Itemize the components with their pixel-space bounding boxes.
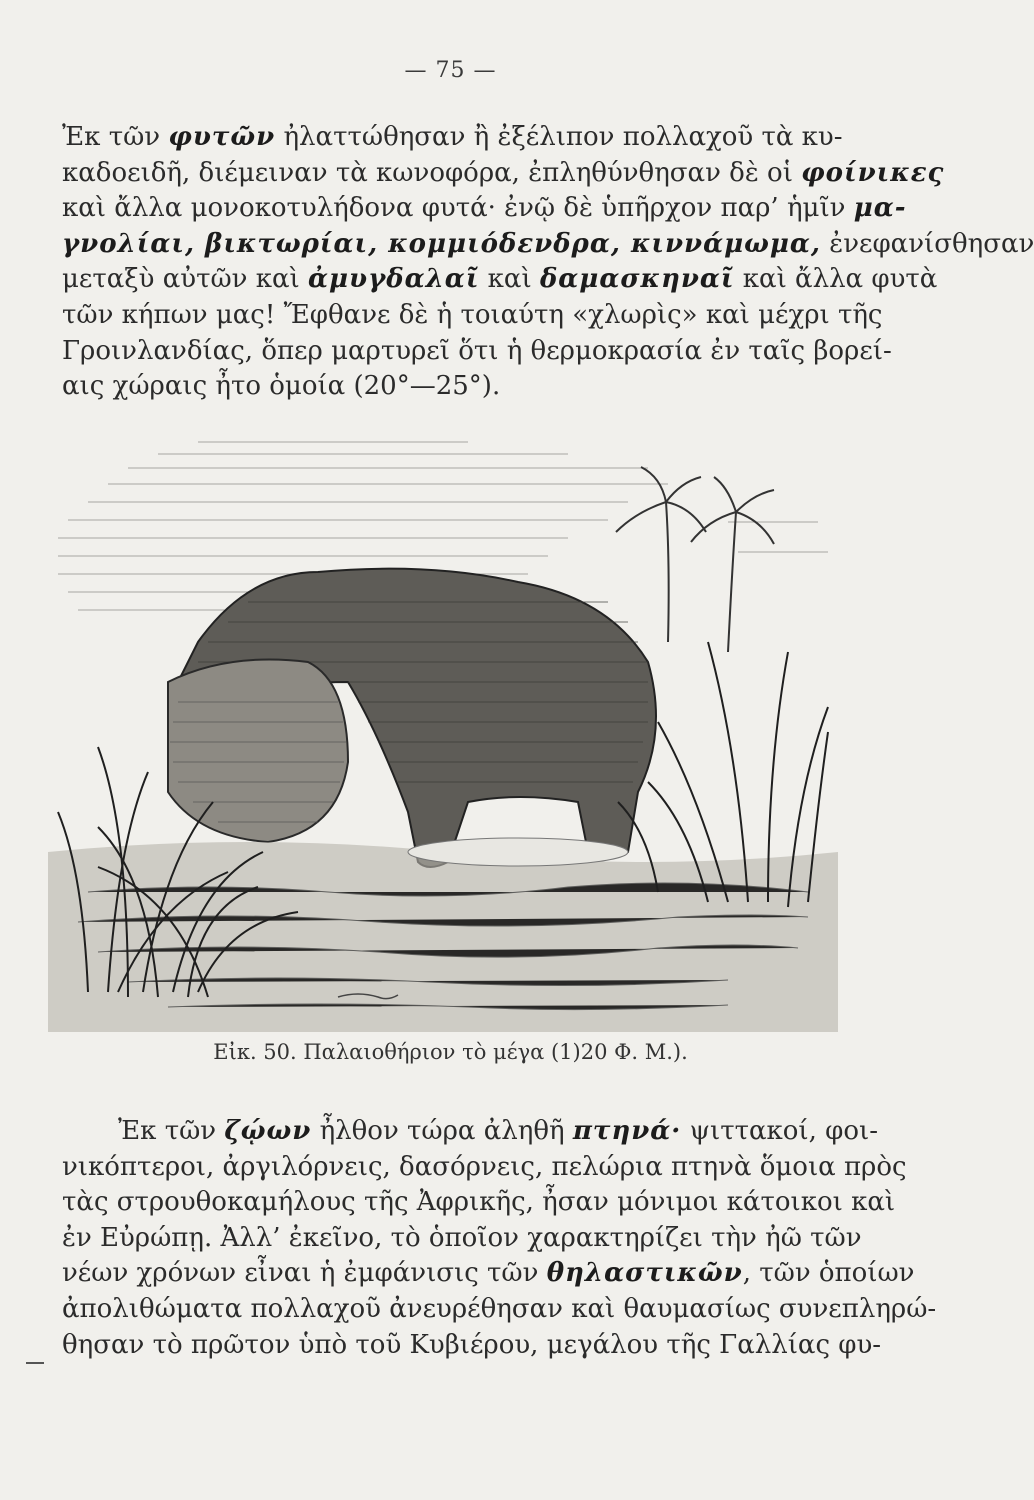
emphasized-term: θηλαστικῶν bbox=[546, 1258, 743, 1289]
text-run: καὶ ἄλλα μονοκοτυλήδονα φυτά· ἐνῷ δὲ ὑπῆρχον παρ’ ἡμῖν bbox=[62, 193, 854, 224]
text-run: τῶν κήπων μας! Ἔφθανε δὲ ἡ τοιαύτη «χλωρὶς» καὶ μέχρι τῆς bbox=[62, 299, 883, 330]
emphasized-term: φυτῶν bbox=[168, 122, 276, 152]
text-line bbox=[62, 1221, 862, 1257]
text-run: Γροινλανδίας, ὅπερ μαρτυρεῖ ὅτι ἡ θερμοκρασία ἐν ταῖς βορεί- bbox=[62, 335, 892, 366]
text-run: τὰς στρουθοκαμήλους τῆς Ἀφρικῆς, ἦσαν μόνιμοι κάτοικοι καὶ bbox=[62, 1187, 896, 1218]
text-line bbox=[62, 1150, 907, 1186]
text-run: θησαν τὸ πρῶτον ὑπὸ τοῦ Κυβιέρου, μεγάλου τῆς Γαλλίας φυ- bbox=[62, 1329, 882, 1360]
text-line bbox=[62, 1328, 882, 1364]
text-run: ἀπολιθώματα πολλαχοῦ ἀνευρέθησαν καὶ θαυμασίως συνεπληρώ- bbox=[62, 1293, 937, 1324]
text-line bbox=[62, 298, 883, 334]
text-run: νικόπτεροι, ἀργιλόρνεις, δασόρνεις, πελώρια πτηνὰ ὅμοια πρὸς bbox=[62, 1151, 907, 1182]
emphasized-term: μα- bbox=[853, 193, 907, 224]
text-line bbox=[62, 120, 843, 156]
emphasized-term: ζῴων bbox=[224, 1116, 312, 1146]
text-line bbox=[62, 1185, 896, 1221]
emphasized-term: ἀμυγδαλαῖ bbox=[307, 264, 480, 295]
text-run: αις χώραις ἦτο ὁμοία (20°—25°). bbox=[62, 371, 501, 402]
engraving-palaeotherium-illustration bbox=[48, 432, 838, 1032]
text-run: νέων χρόνων εἶναι ἡ ἐμφάνισις τῶν bbox=[62, 1258, 547, 1289]
paragraph-plants bbox=[62, 120, 1034, 405]
text-line bbox=[62, 227, 1034, 263]
emphasized-term: φοίνικες bbox=[801, 157, 945, 188]
text-line bbox=[62, 191, 907, 227]
text-run: , τῶν ὁποίων bbox=[742, 1258, 915, 1289]
text-line bbox=[62, 1256, 915, 1292]
text-line bbox=[62, 1292, 937, 1328]
margin-mark bbox=[26, 1362, 44, 1364]
text-run: καὶ ἄλλα φυτὰ bbox=[734, 264, 938, 295]
text-run: ἠλαττώθησαν ἢ ἐξέλιπον πολλαχοῦ τὰ κυ- bbox=[275, 122, 843, 152]
text-run: μεταξὺ αὐτῶν καὶ bbox=[62, 264, 308, 295]
paragraph-animals bbox=[62, 1114, 937, 1363]
text-run: ἐνεφανίσθησαν bbox=[820, 228, 1034, 259]
text-run: καὶ bbox=[479, 264, 540, 295]
text-run: ἦλθον τώρα ἀληθῆ bbox=[311, 1116, 573, 1146]
emphasized-term: πτηνά· bbox=[572, 1116, 682, 1146]
text-line bbox=[62, 1114, 878, 1150]
text-line bbox=[62, 334, 892, 370]
text-run: ἐν Εὐρώπῃ. Ἀλλ’ ἐκεῖνο, τὸ ὁποῖον χαρακτηρίζει τὴν ἠῶ τῶν bbox=[62, 1222, 862, 1253]
text-run: Ἐκ τῶν bbox=[118, 1116, 225, 1146]
text-line bbox=[62, 369, 814, 405]
emphasized-term: γνολίαι, βικτωρίαι, κομμιόδενδρα, κιννάμωμα, bbox=[62, 228, 821, 259]
text-run: Ἐκ τῶν bbox=[62, 122, 169, 152]
emphasized-term: δαμασκηναῖ bbox=[539, 264, 735, 295]
text-line bbox=[62, 156, 945, 192]
text-line bbox=[62, 262, 938, 298]
figure-caption: Εἰκ. 50. Παλαιοθήριον τὸ μέγα (1)20 Φ. Μ.). bbox=[213, 1040, 688, 1064]
text-run: καδοειδῆ, διέμειναν τὰ κωνοφόρα, ἐπληθύνθησαν δὲ οἱ bbox=[62, 157, 802, 188]
page-number: — 75 — bbox=[404, 58, 497, 83]
text-run: ψιττακοί, φοι- bbox=[681, 1116, 878, 1146]
